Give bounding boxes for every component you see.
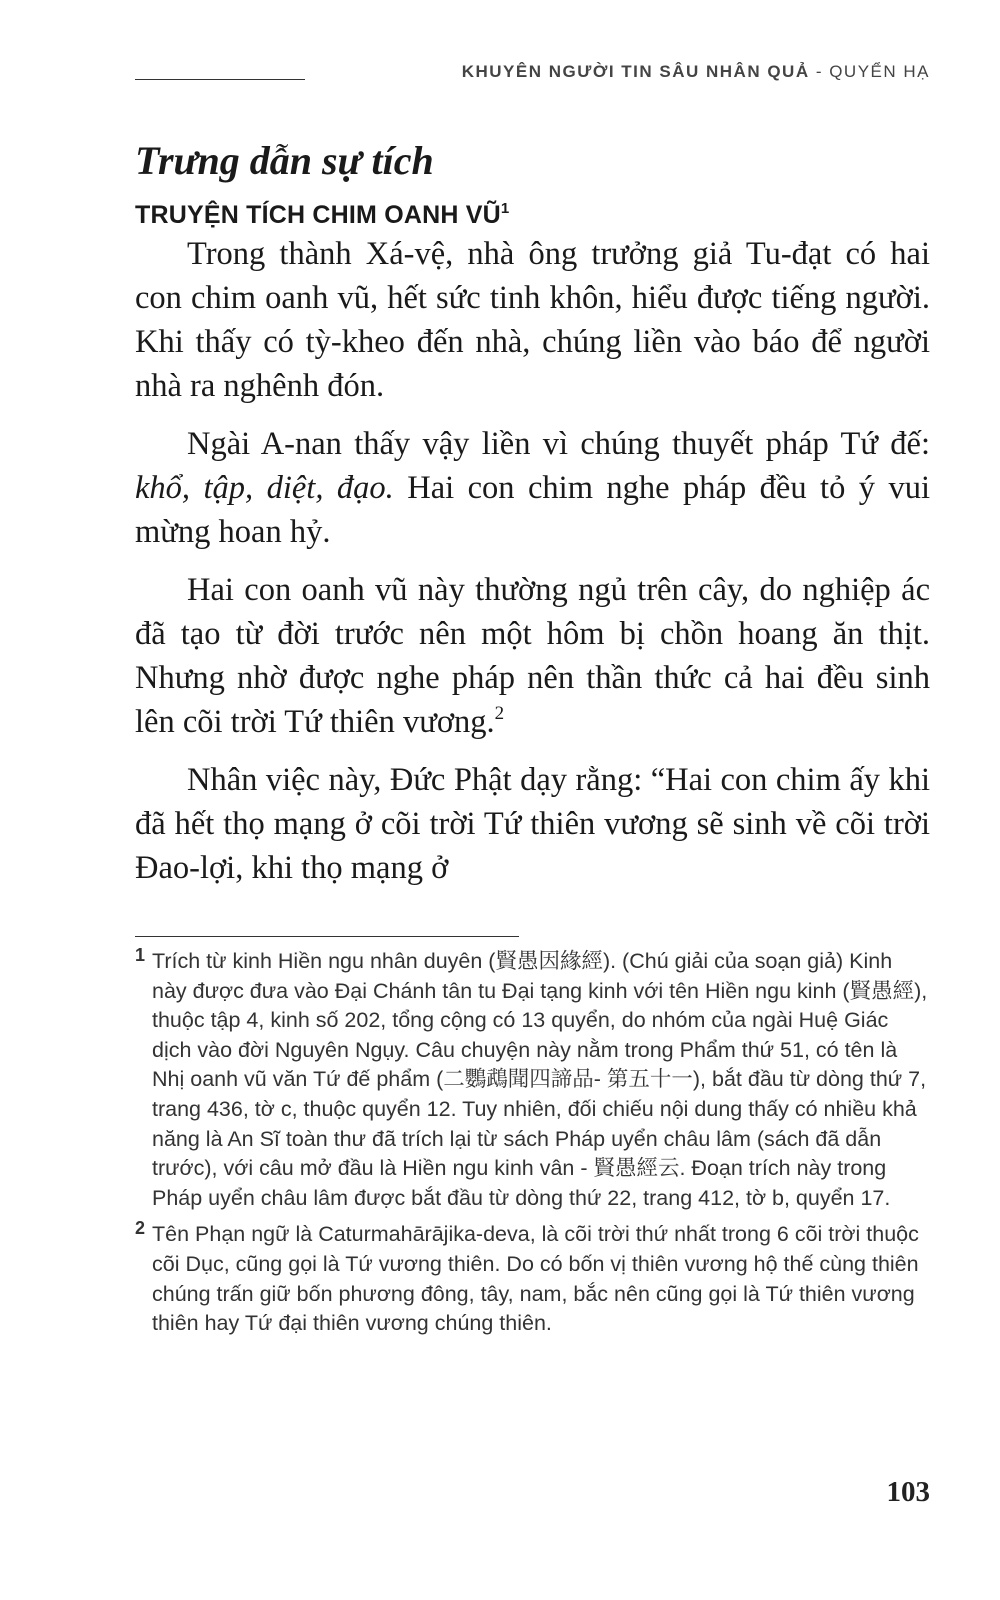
footnote-1 <box>135 947 930 1213</box>
running-head-title: KHUYÊN NGƯỜI TIN SÂU NHÂN QUẢ <box>461 62 810 81</box>
header-rule <box>135 79 305 80</box>
paragraph-2 <box>135 422 930 554</box>
main-text <box>135 138 930 904</box>
paragraph-1: Trong thành Xá-vệ, nhà ông trưởng giả Tu-đạt có hai con chim oanh vũ, hết sức tinh khôn, hiểu được tiếng người. Khi thấy có tỳ-kheo đến nhà, chúng liền vào báo để người nhà ra nghênh đón. <box>135 236 930 404</box>
footnote-ref-2[interactable]: 2 <box>494 703 505 724</box>
footnote-2-text: Tên Phạn ngữ là Caturmahārājika-deva, là cõi trời thứ nhất trong 6 cõi trời thuộc cõi Dục, cũng gọi là Tứ vương thiên. Do có bốn vị thiên vương hộ thế cùng thiên chúng trấn giữ bốn phương đông, tây, nam, bắc nên cũng gọi là Tứ thiên vương thiên hay Tứ đại thiên vương chúng thiên. <box>152 1222 919 1336</box>
paragraph-2-end: Hai con chim nghe pháp đều tỏ ý vui mừng hoan hỷ. <box>135 470 930 550</box>
four-truths-italic: khổ, tập, diệt, đạo. <box>135 470 394 506</box>
footnote-1-text: Trích từ kinh Hiền ngu nhân duyên (賢愚因緣經). (Chú giải của soạn giả) Kinh này được đưa vào Đại Chánh tân tu Đại tạng kinh với tên Hiền ngu kinh (賢愚經), thuộc tập 4, kinh số 202, tổng cộng có 13 quyển, do nhóm của ngài Huệ Giác dịch vào đời Nguyên Ngụy. Câu chuyện này nằm trong Phẩm thứ 51, có tên là Nhị oanh vũ văn Tứ đế phẩm (二鸚鵡聞四諦品- 第五十一), bắt đầu từ dòng thứ 7, trang 436, tờ c, thuộc quyển 12. Tuy nhiên, đối chiếu nội dung thấy có nhiều khả năng là An Sĩ toàn thư đã trích lại từ sách Pháp uyển châu lâm (sách đã dẫn trước), với câu mở đầu là Hiền ngu kinh vân - 賢愚經云. Đoạn trích này trong Pháp uyển châu lâm được bắt đầu từ dòng thứ 22, trang 412, tờ b, quyển 17. <box>152 949 928 1210</box>
section-title: Trưng dẫn sự tích <box>135 138 434 183</box>
paragraph-2-start: Ngài A-nan thấy vậy liền vì chúng thuyết pháp Tứ đế: <box>187 426 930 462</box>
page-number: 103 <box>886 1476 930 1508</box>
running-head-separator: - <box>809 62 830 81</box>
footnote-ref-1[interactable]: 1 <box>500 200 510 217</box>
story-title-text: TRUYỆN TÍCH CHIM OANH VŨ <box>135 201 501 229</box>
running-head <box>462 62 930 82</box>
paragraph-3 <box>135 568 930 744</box>
footnote-rule <box>135 936 519 937</box>
paragraph-3-text: Hai con oanh vũ này thường ngủ trên cây, do nghiệp ác đã tạo từ đời trước nên một hôm bị chồn hoang ăn thịt. Nhưng nhờ được nghe pháp nên thần thức cả hai đều sinh lên cõi trời Tứ thiên vương. <box>135 572 930 740</box>
footnote-1-number: 1 <box>135 945 146 965</box>
footnote-2-number: 2 <box>135 1218 146 1239</box>
paragraph-4: Nhân việc này, Đức Phật dạy rằng: “Hai con chim ấy khi đã hết thọ mạng ở cõi trời Tứ thiên vương sẽ sinh về cõi trời Đao-lợi, khi thọ mạng ở <box>135 762 930 886</box>
footnotes <box>135 947 930 1346</box>
footnote-2 <box>135 1220 930 1338</box>
story-title <box>135 192 930 232</box>
running-head-subtitle: QUYỂN HẠ <box>829 62 930 81</box>
